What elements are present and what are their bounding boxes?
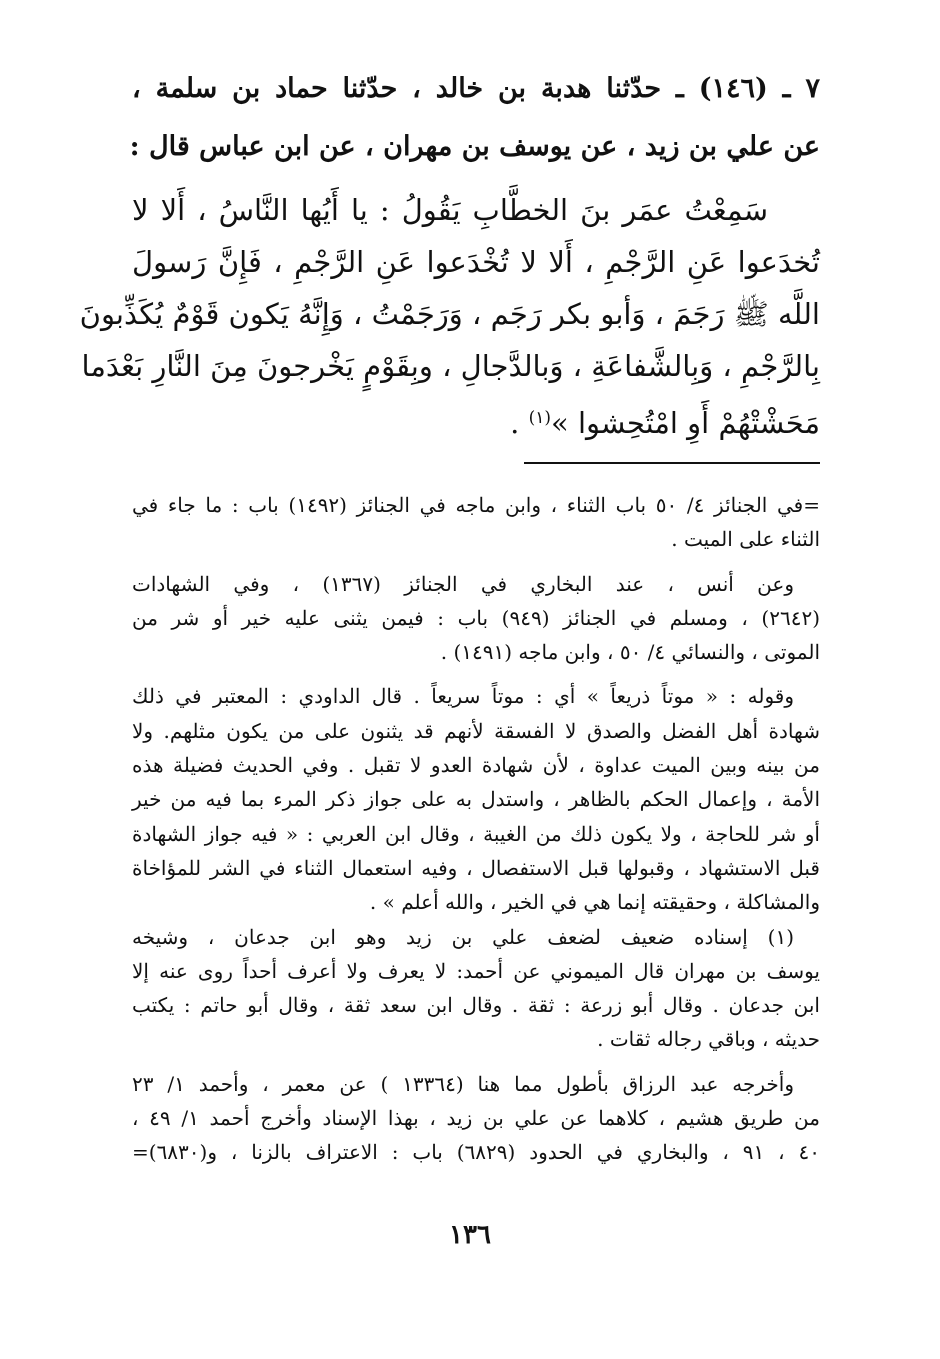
matn-line-end: . xyxy=(510,406,529,440)
footnote-line: وعن أنس ، عند البخاري في الجنائز (١٣٦٧) ، وفي الشهادات xyxy=(132,571,794,596)
footnote-line: وأخرجه عبد الرزاق بأطول مما هنا (١٣٣٦٤ ) عن معمر ، وأحمد ١/ ٢٣ xyxy=(132,1071,794,1096)
footnote-line: الأمة ، وإعمال الحكم بالظاهر ، واستدل به على جواز ذكر المرء بما فيه من خير xyxy=(132,787,820,812)
footnote-line: من بينه وبين الميت عداوة ، لأن شهادة العدو لا تقبل . وفي الحديث فضيلة هذه xyxy=(132,753,820,778)
footnote-line: شهادة أهل الفضل والصدق لا الفسقة لأنهم قد يثنون على من يكون مثلهم. ولا xyxy=(132,718,820,743)
footnote-line: أو شر للحاجة ، ولا يكون ذلك من الغيبة ، وقال ابن العربي : « فيه جواز الشهادة xyxy=(132,821,820,846)
matn-line: اللَّه ﷺ رَجَمَ ، وَأبو بكر رَجَم ، وَرَجَمْتُ ، وَإِنَّهُ يَكون قَوْمٌ يُكَذِّبونَ xyxy=(79,297,820,331)
footnotes xyxy=(132,488,820,1170)
isnad-line: ٧ ـ (١٤٦) ـ حدّثنا هدبة بن خالد ، حدّثنا حماد بن سلمة ، xyxy=(132,73,820,104)
footnote-line: ابن جدعان . وقال أبو زرعة : ثقة . وقال ابن سعد ثقة ، وقال أبو حاتم : يكتب xyxy=(132,993,820,1018)
isnad-line: عن علي بن زيد ، عن يوسف بن مهران ، عن ابن عباس قال : xyxy=(129,131,820,162)
footnote-marker: (١) xyxy=(528,408,552,428)
footnote-line: من طريق هشيم ، كلاهما عن علي بن زيد ، بهذا الإسناد وأخرج أحمد ١/ ٤٩ ، xyxy=(132,1106,820,1131)
footnote-line: حديثه ، وباقي رجاله ثقات . xyxy=(597,1027,820,1052)
footnote-line: قبل الاستشهاد ، وقبولها قبل الاستفصال ، وفيه استعمال الثناء في الشر للمؤاخاة xyxy=(132,855,820,880)
page-number: ١٣٦ xyxy=(449,1220,491,1250)
footnote-paragraph xyxy=(132,679,820,919)
footnote-line: (١) إسناده ضعيف لضعف علي بن زيد وهو ابن جدعان ، وشيخه xyxy=(132,924,794,949)
matn-line-text: مَحَشْتْهُمْ أَوِ امْتُحِشوا » xyxy=(551,406,820,440)
paragraph-gap xyxy=(132,557,820,567)
footnote-line: وقوله : « موتاً ذريعاً » أي : موتاً سريعاً . قال الداودي : المعتبر في ذلك xyxy=(132,684,794,709)
footnote-line: (٢٦٤٢) ، ومسلم في الجنائز (٩٤٩) باب : فيمن يثنى عليه خير أو شر من xyxy=(132,605,820,630)
footnote-paragraph xyxy=(132,567,820,670)
footnote-line: الثناء على الميت . xyxy=(671,527,820,552)
matn-line: سَمِعْتُ عمَر بنَ الخطَّابِ يَقُولُ : يا أَيُها النَّاسُ ، أَلا لا xyxy=(132,193,768,227)
footnote-line: يوسف بن مهران قال الميموني عن أحمد: لا يعرف ولا أعرف أحداً روى عنه إلا xyxy=(132,958,820,983)
footnote-line: والمشاكلة ، وحقيقته إنما هي في الخير ، والله أعلم » . xyxy=(369,890,820,915)
footnote-paragraph xyxy=(132,920,820,1057)
footnote-line: الموتى ، والنسائي ٤/ ٥٠ ، وابن ماجه (١٤٩١) . xyxy=(440,640,820,665)
footnote-line: ٤٠ ، ٩١ ، والبخاري في الحدود (٦٨٢٩) باب : الاعتراف بالزنا ، و(٦٨٣٠)= xyxy=(132,1140,821,1165)
matn-line: تُخدَعوا عَنِ الرَّجْمِ ، أَلا لا تُخْدَعوا عَنِ الرَّجْمِ ، فَإِنَّ رَسولَ xyxy=(132,245,820,279)
matn-line: بِالرَّجْمِ ، وَبِالشَّفاعَةِ ، وَبالدَّجالِ ، وبِقَوْمٍ يَخْرجونَ مِنَ النَّارِ بَعْدَما xyxy=(81,349,820,383)
footnote-paragraph xyxy=(132,1067,820,1170)
footnote-paragraph xyxy=(132,488,820,557)
matn-line xyxy=(132,392,820,444)
footnote-separator xyxy=(524,462,820,464)
hadith-text xyxy=(79,184,820,444)
paragraph-gap xyxy=(132,669,820,679)
footnote-line: =في الجنائز ٤/ ٥٠ باب الثناء ، وابن ماجه في الجنائز (١٤٩٢) باب : ما جاء في xyxy=(132,493,820,517)
hadith-block xyxy=(79,60,820,444)
paragraph-gap xyxy=(132,1057,820,1067)
